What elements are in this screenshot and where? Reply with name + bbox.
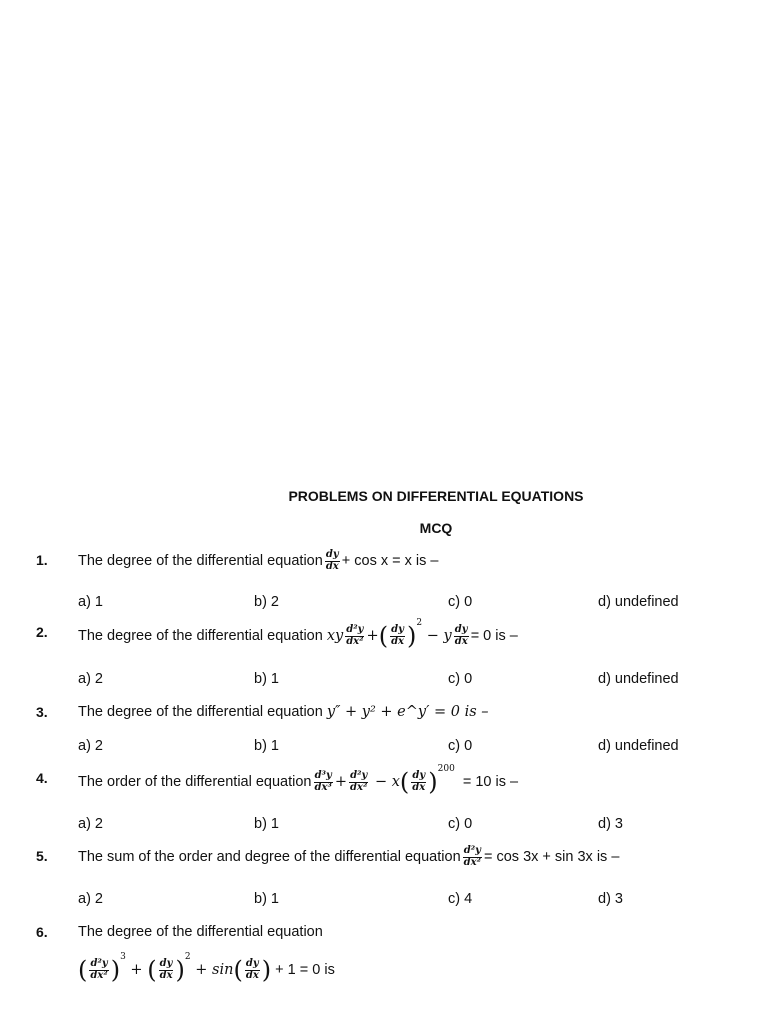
equation-tail: = cos 3x + sin 3x is – xyxy=(483,849,620,865)
page-subtitle: MCQ xyxy=(419,520,453,536)
equation-tail: + cos x = x is – xyxy=(341,553,439,569)
question-4: The order of the differential equation $\frac{\text{d³y}}{\text{dx³}}$ + $\frac{\text{d²y}}{\text{dx²}}$ − x ( $\frac{dy}{dx}$ ) 200 = 10 is – xyxy=(78,764,519,796)
option-c[interactable]: c) 0 xyxy=(448,738,473,754)
equation-fraction: $\frac{dy}{dx}$ xyxy=(325,549,339,572)
question-5 xyxy=(78,846,619,868)
option-c[interactable]: c) 0 xyxy=(448,671,473,687)
question-text: The degree of the differential equation xyxy=(78,628,323,644)
question-number: 4. xyxy=(36,770,48,786)
option-a[interactable]: a) 1 xyxy=(78,594,103,610)
equation-fraction: $\frac{\text{d²y}}{\text{dx²}}$ xyxy=(346,624,364,647)
option-a[interactable]: a) 2 xyxy=(78,671,103,687)
page-title: PROBLEMS ON DIFFERENTIAL EQUATIONS xyxy=(288,488,584,504)
equation-fraction: $\frac{\text{d²y}}{\text{dx²}}$ xyxy=(350,770,368,793)
equation-fraction: $\frac{dy}{dx}$ xyxy=(454,624,468,647)
equation-paren: ( $\frac{dy}{dx}$ ) 200 xyxy=(399,764,455,796)
option-c[interactable]: c) 0 xyxy=(448,816,473,832)
question-number: 3. xyxy=(36,704,48,720)
equation-paren: ( $\frac{dy}{dx}$ ) 2 xyxy=(378,618,423,650)
equation-tail: + 1 = 0 is xyxy=(275,962,335,978)
option-a[interactable]: a) 2 xyxy=(78,891,103,907)
equation-fraction: $\frac{\text{d²y}}{\text{dx²}}$ xyxy=(463,845,481,868)
question-number: 5. xyxy=(36,848,48,864)
option-d[interactable]: d) 3 xyxy=(598,891,623,907)
option-b[interactable]: b) 1 xyxy=(254,738,279,754)
option-b[interactable]: b) 1 xyxy=(254,816,279,832)
question-number: 2. xyxy=(36,624,48,640)
question-text: The order of the differential equation xyxy=(78,774,312,790)
option-a[interactable]: a) 2 xyxy=(78,738,103,754)
equation-tail: = 0 is – xyxy=(470,628,518,644)
option-b[interactable]: b) 1 xyxy=(254,891,279,907)
question-text: The degree of the differential equation xyxy=(78,924,323,940)
question-text: The degree of the differential equation xyxy=(78,553,323,569)
option-b[interactable]: b) 1 xyxy=(254,671,279,687)
question-text: The sum of the order and degree of the differential equation xyxy=(78,849,461,865)
equation-fraction: $\frac{\text{d³y}}{\text{dx³}}$ xyxy=(314,770,332,793)
option-c[interactable]: c) 4 xyxy=(448,891,473,907)
question-6-equation: ( $\frac{\text{d²y}}{\text{dx²}}$ ) 3 + ( $\frac{dy}{dx}$ ) 2 + sin ( $\frac{dy}{dx}$ ) + 1 = 0 is xyxy=(78,952,335,984)
option-d[interactable]: d) undefined xyxy=(598,671,679,687)
question-3 xyxy=(78,704,489,720)
question-text: The degree of the differential equation xyxy=(78,704,323,720)
option-d[interactable]: d) undefined xyxy=(598,738,679,754)
question-number: 1. xyxy=(36,552,48,568)
option-a[interactable]: a) 2 xyxy=(78,816,103,832)
option-d[interactable]: d) 3 xyxy=(598,816,623,832)
option-d[interactable]: d) undefined xyxy=(598,594,679,610)
equation-tail: = 10 is – xyxy=(462,774,519,790)
question-2: The degree of the differential equation xy $\frac{\text{d²y}}{\text{dx²}}$ + ( $\frac{dy}{dx}$ ) 2 − y $\frac{dy}{dx}$ = 0 is – xyxy=(78,618,518,650)
question-1 xyxy=(78,550,439,572)
equation-tail: y″ + y² + e^y′ = 0 is – xyxy=(326,704,489,720)
option-b[interactable]: b) 2 xyxy=(254,594,279,610)
question-number: 6. xyxy=(36,924,48,940)
question-6 xyxy=(78,924,323,940)
option-c[interactable]: c) 0 xyxy=(448,594,473,610)
